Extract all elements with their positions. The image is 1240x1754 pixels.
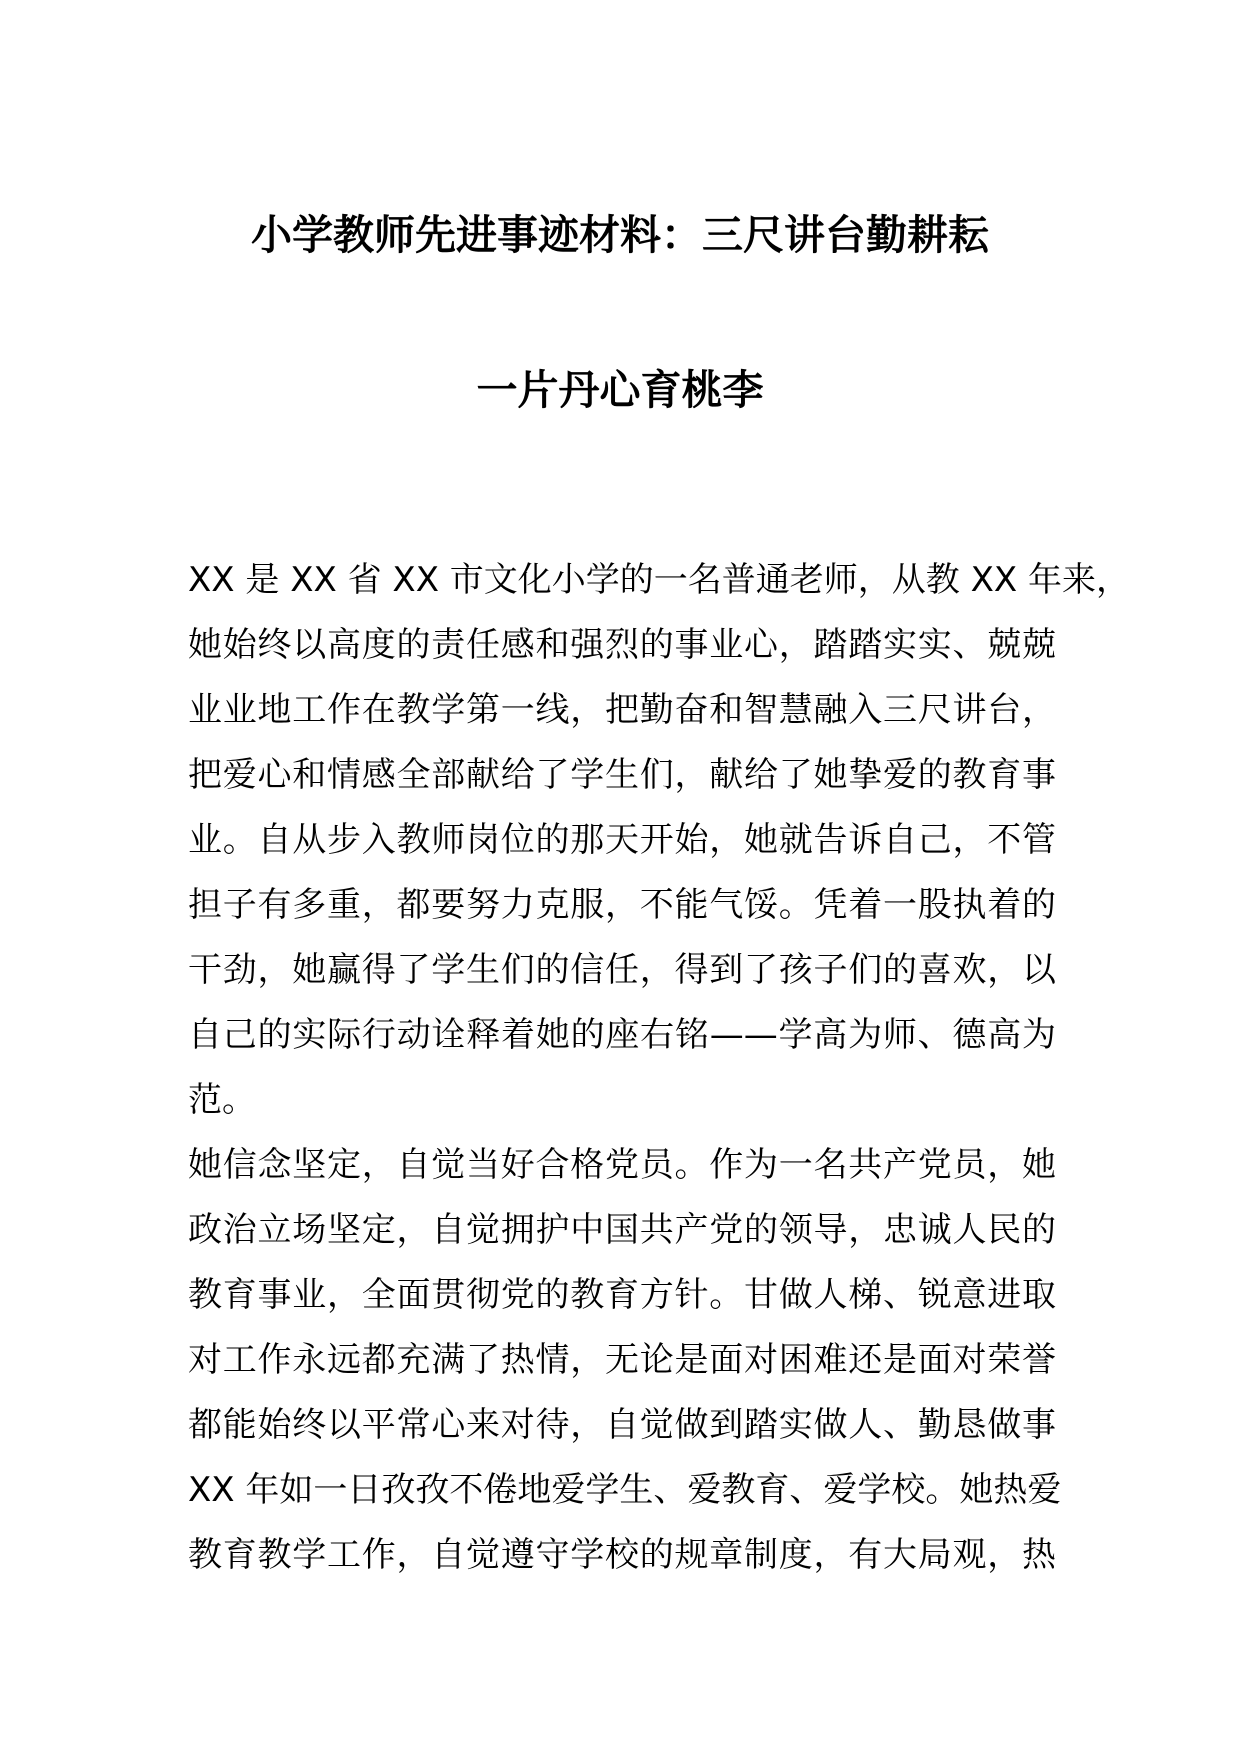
body-line: 对工作永远都充满了热情，无论是面对困难还是面对荣誉: [188, 1340, 1056, 1380]
body-line: 干劲，她赢得了学生们的信任，得到了孩子们的喜欢，以: [188, 950, 1056, 990]
body-line: 政治立场坚定，自觉拥护中国共产党的领导，忠诚人民的: [188, 1210, 1056, 1250]
body-line: XX 年如一日孜孜不倦地爱学生、爱教育、爱学校。她热爱: [188, 1470, 1062, 1510]
body-line: 她信念坚定，自觉当好合格党员。作为一名共产党员，她: [188, 1145, 1056, 1185]
body-line: 她始终以高度的责任感和强烈的事业心，踏踏实实、兢兢: [188, 625, 1056, 665]
document-body: [188, 548, 1130, 1588]
body-line: XX 是 XX 省 XX 市文化小学的一名普通老师，从教 XX 年来，: [188, 560, 1130, 600]
document-title-line-1: 小学教师先进事迹材料：三尺讲台勤耕耘: [251, 211, 989, 259]
body-line: 教育事业，全面贯彻党的教育方针。甘做人梯、锐意进取: [188, 1275, 1056, 1315]
body-line: 自己的实际行动诠释着她的座右铭——学高为师、德高为: [188, 1015, 1056, 1055]
body-line: 业。自从步入教师岗位的那天开始，她就告诉自己，不管: [188, 820, 1056, 860]
body-line: 把爱心和情感全部献给了学生们，献给了她挚爱的教育事: [188, 755, 1056, 795]
body-line: 业业地工作在教学第一线，把勤奋和智慧融入三尺讲台，: [188, 690, 1056, 730]
body-line: 都能始终以平常心来对待，自觉做到踏实做人、勤恳做事: [188, 1405, 1056, 1445]
body-line: 范。: [188, 1080, 256, 1120]
document-title-line-2: 一片丹心育桃李: [476, 366, 764, 414]
body-line: 教育教学工作，自觉遵守学校的规章制度，有大局观，热: [188, 1535, 1056, 1575]
body-line: 担子有多重，都要努力克服，不能气馁。凭着一股执着的: [188, 885, 1056, 925]
